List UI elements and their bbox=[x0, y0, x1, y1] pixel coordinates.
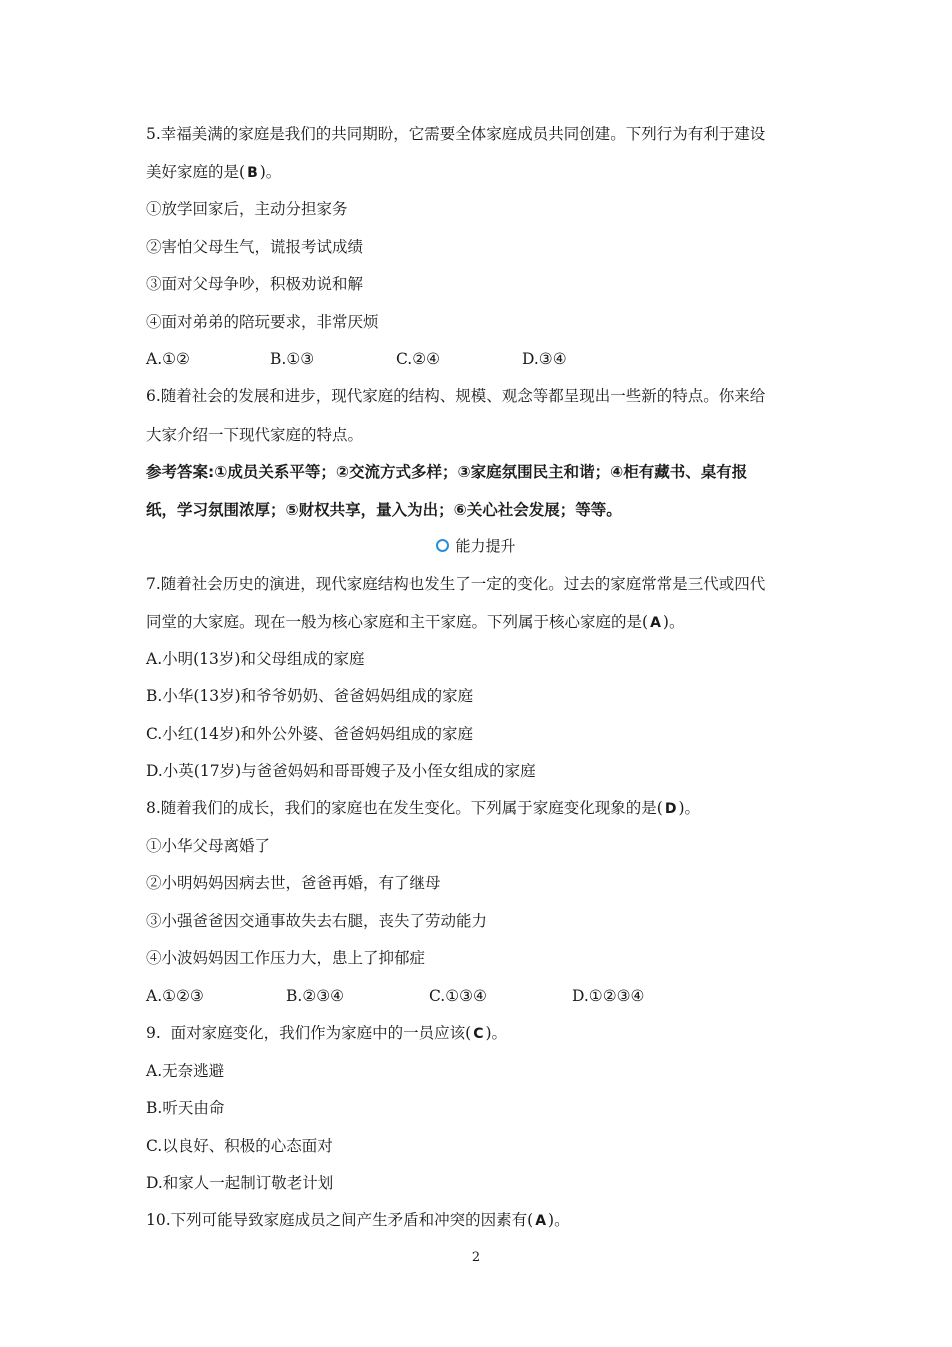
q7-answer: A bbox=[650, 615, 661, 631]
q5-item-2: ②害怕父母生气，谎报考试成绩 bbox=[146, 238, 364, 256]
q5-item-4: ④面对弟弟的陪玩要求，非常厌烦 bbox=[146, 313, 379, 331]
q7-stem-text: 同堂的大家庭。现在一般为核心家庭和主干家庭。下列属于核心家庭的是( bbox=[146, 613, 649, 631]
q7-option-b: B.小华(13岁)和爷爷奶奶、爸爸妈妈组成的家庭 bbox=[146, 687, 474, 705]
q8-option-b: B.②③④ bbox=[286, 987, 345, 1005]
q7-stem-line1: 7.随着社会历史的演进，现代家庭结构也发生了一定的变化。过去的家庭常常是三代或四代 bbox=[146, 575, 766, 593]
q9-option-a: A.无奈逃避 bbox=[146, 1062, 225, 1080]
q10-stem-text: 10.下列可能导致家庭成员之间产生矛盾和冲突的因素有( bbox=[146, 1211, 534, 1229]
q8-answer: D bbox=[664, 801, 677, 817]
section-header bbox=[0, 536, 952, 556]
q9-stem-line1 bbox=[146, 1023, 507, 1044]
q10-stem-end: )。 bbox=[548, 1211, 570, 1229]
q5-stem-text: 美好家庭的是( bbox=[146, 163, 246, 181]
q5-item-1: ①放学回家后，主动分担家务 bbox=[146, 200, 348, 218]
q5-stem-line2 bbox=[146, 162, 281, 183]
q5-option-c: C.②④ bbox=[396, 350, 441, 368]
q6-reference-answer-line1: 参考答案:①成员关系平等；②交流方式多样；③家庭氛围民主和谐；④柜有藏书、桌有报 bbox=[146, 463, 748, 481]
q7-option-a: A.小明(13岁)和父母组成的家庭 bbox=[146, 650, 365, 668]
page-number: 2 bbox=[471, 1250, 481, 1265]
q9-answer: C bbox=[473, 1026, 484, 1042]
q9-stem-end: )。 bbox=[485, 1024, 508, 1042]
q8-options bbox=[146, 986, 644, 1006]
q8-option-d: D.①②③④ bbox=[572, 987, 645, 1005]
q8-stem-line1 bbox=[146, 798, 700, 819]
q10-answer: A bbox=[535, 1213, 547, 1229]
q9-option-d: D.和家人一起制订敬老计划 bbox=[146, 1174, 334, 1192]
q8-option-c: C.①③④ bbox=[429, 987, 487, 1005]
q8-stem-end: )。 bbox=[678, 799, 701, 817]
q6-stem-line2: 大家介绍一下现代家庭的特点。 bbox=[146, 426, 364, 444]
q6-stem-line1: 6.随着社会的发展和进步，现代家庭的结构、规模、观念等都呈现出一些新的特点。你来给 bbox=[146, 387, 766, 405]
q7-stem-line2 bbox=[146, 612, 684, 633]
q10-stem-line1 bbox=[146, 1210, 570, 1231]
q9-option-b: B.听天由命 bbox=[146, 1099, 225, 1117]
q8-stem-text: 8.随着我们的成长，我们的家庭也在发生变化。下列属于家庭变化现象的是( bbox=[146, 799, 663, 817]
q7-option-d: D.小英(17岁)与爸爸妈妈和哥哥嫂子及小侄女组成的家庭 bbox=[146, 762, 536, 780]
q8-item-2: ②小明妈妈因病去世，爸爸再婚，有了继母 bbox=[146, 874, 441, 892]
q5-option-d: D.③④ bbox=[522, 350, 567, 368]
q8-option-a: A.①②③ bbox=[146, 987, 204, 1005]
q5-option-b: B.①③ bbox=[270, 350, 315, 368]
q6-reference-answer-line2: 纸，学习氛围浓厚；⑤财权共享，量入为出；⑥关心社会发展；等等。 bbox=[146, 501, 622, 519]
q7-stem-end: )。 bbox=[662, 613, 685, 631]
q9-stem-text: 9. 面对家庭变化，我们作为家庭中的一员应该( bbox=[146, 1024, 472, 1042]
section-title: 能力提升 bbox=[455, 537, 516, 555]
q5-item-3: ③面对父母争吵，积极劝说和解 bbox=[146, 275, 364, 293]
q8-item-3: ③小强爸爸因交通事故失去右腿，丧失了劳动能力 bbox=[146, 912, 488, 930]
q8-item-4: ④小波妈妈因工作压力大，患上了抑郁症 bbox=[146, 949, 426, 967]
q5-answer: B bbox=[247, 165, 258, 181]
q5-option-a: A.①② bbox=[146, 350, 190, 368]
q8-item-1: ①小华父母离婚了 bbox=[146, 837, 271, 855]
q5-options bbox=[146, 349, 567, 369]
circle-bullet-icon bbox=[436, 539, 449, 552]
q9-option-c: C.以良好、积极的心态面对 bbox=[146, 1137, 333, 1155]
q5-stem-line1: 5.幸福美满的家庭是我们的共同期盼，它需要全体家庭成员共同创建。下列行为有利于建设 bbox=[146, 125, 766, 143]
q7-option-c: C.小红(14岁)和外公外婆、爸爸妈妈组成的家庭 bbox=[146, 725, 474, 743]
q5-stem-end: )。 bbox=[259, 163, 282, 181]
